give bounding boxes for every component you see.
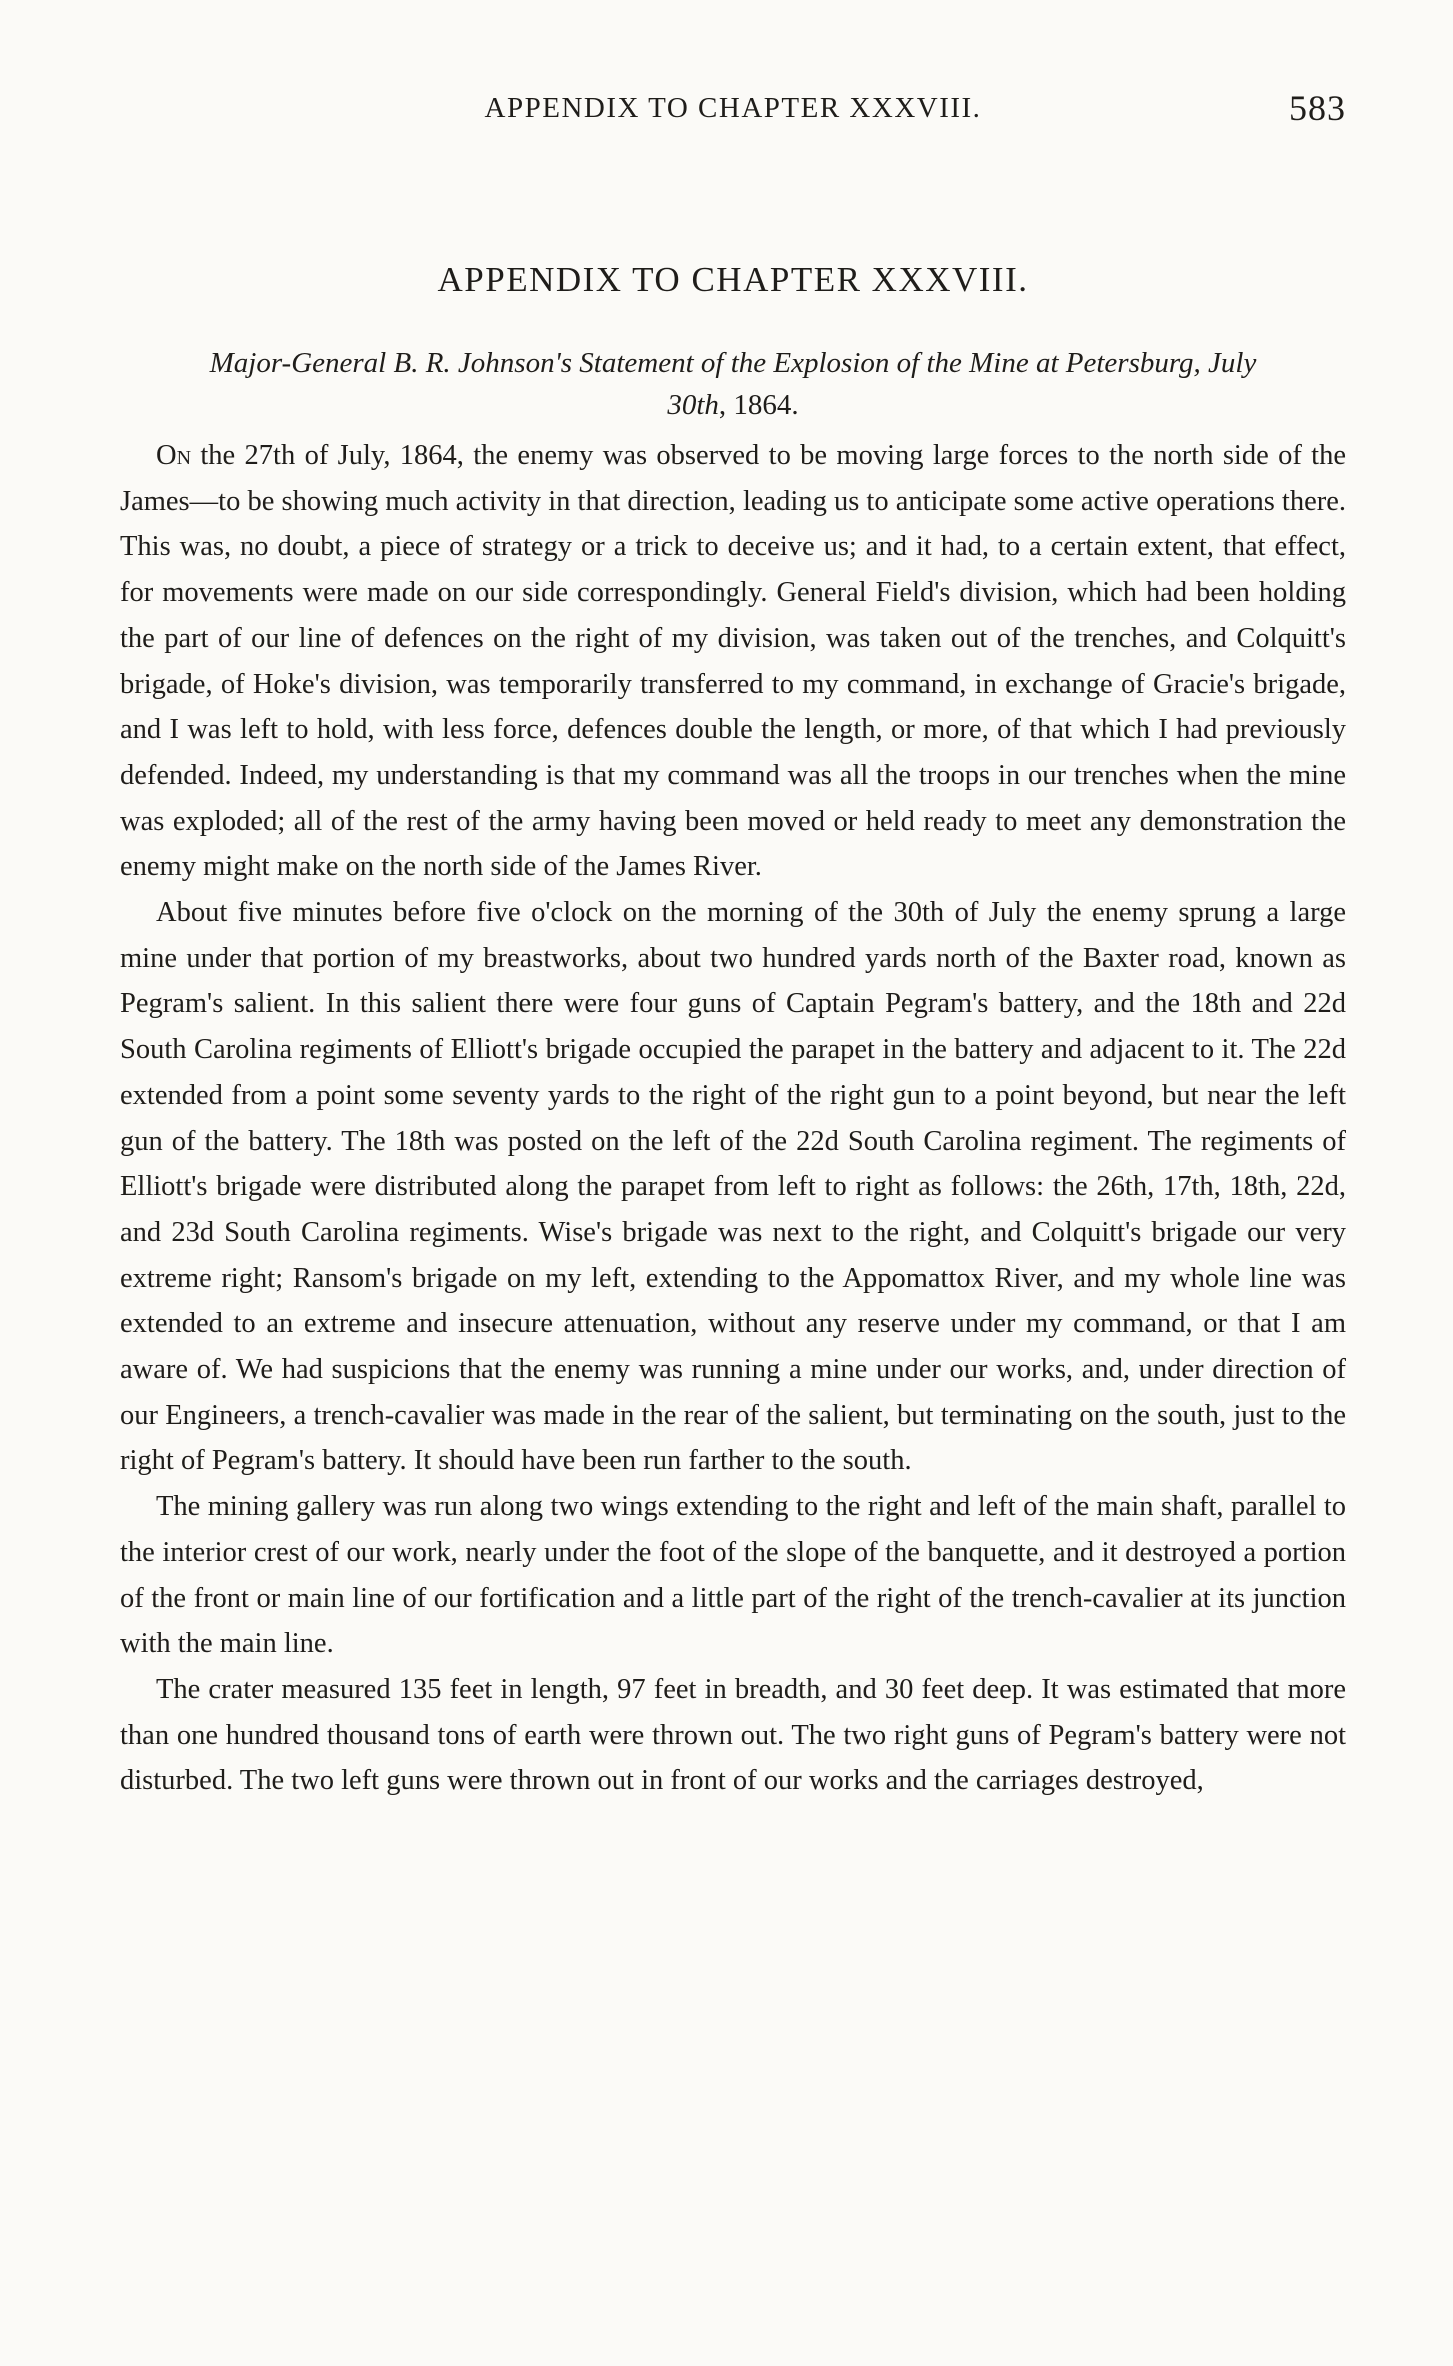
paragraph-text: the 27th of July, 1864, the enemy was observed to be moving large forces to the north side of the James—to be showing much activity in that direction, leading us to anticipate some active operations there. This was, no doubt, a piece of strategy or a trick to deceive us; and it had, to a certain extent, that effect, for movements were made on our side correspondingly. General Field's division, which had been holding the part of our line of defences on the right of my division, was taken out of the trenches, and Colquitt's brigade, of Hoke's division, was temporarily transferred to my command, in exchange of Gracie's brigade, and I was left to hold, with less force, defences double the length, or more, of that which I had previously defended. Indeed, my understanding is that my command was all the troops in our trenches when the mine was exploded; all of the rest of the army having been moved or held ready to meet any demonstration the enemy might make on the north side of the James River. [120, 440, 1346, 883]
paragraph: About five minutes before five o'clock on the morning of the 30th of July the enemy sprung a large mine under that portion of my breastworks, about two hundred yards north of the Baxter road, known as Pegram's salient. In this salient there were four guns of Captain Pegram's battery, and the 18th and 22d South Carolina regiments of Elliott's brigade occupied the parapet in the battery and adjacent to it. The 22d extended from a point some seventy yards to the right of the right gun to a point beyond, but near the left gun of the battery. The 18th was posted on the left of the 22d South Carolina regiment. The regiments of Elliott's brigade were distributed along the parapet from left to right as follows: the 26th, 17th, 18th, 22d, and 23d South Carolina regiments. Wise's brigade was next to the right, and Colquitt's brigade our very extreme right; Ransom's brigade on my left, extending to the Appomattox River, and my whole line was extended to an extreme and insecure attenuation, without any reserve under my command, or that I am aware of. We had suspicions that the enemy was running a mine under our works, and, under direction of our Engineers, a trench-cavalier was made in the rear of the salient, but terminating on the south, just to the right of Pegram's battery. It should have been run farther to the south. [120, 897, 1346, 1477]
subtitle-year: , 1864. [718, 389, 799, 421]
running-header [120, 88, 1346, 132]
appendix-title: APPENDIX TO CHAPTER XXXVIII. [437, 260, 1029, 299]
body-text [120, 433, 1346, 1804]
subtitle-text: Major-General B. R. Johnson's Statement of the Explosion of the Mine at Petersburg, July 30 [209, 347, 1257, 421]
paragraph-lead-word: On [156, 440, 192, 471]
page-number: 583 [1289, 88, 1346, 128]
statement-subtitle [200, 342, 1266, 426]
paragraph: The mining gallery was run along two wings extending to the right and left of the main shaft, parallel to the interior crest of our work, nearly under the foot of the slope of the banquette, and it destroyed a portion of the front or main line of our fortification and a little part of the right of the trench-cavalier at its junction with the main line. [120, 1491, 1346, 1660]
paragraph: The crater measured 135 feet in length, 97 feet in breadth, and 30 feet deep. It was estimated that more than one hundred thousand tons of earth were thrown out. The two right guns of Pegram's battery were not disturbed. The two left guns were thrown out in front of our works and the carriages destroyed, [120, 1673, 1346, 1797]
subtitle-ordinal-suffix: th [696, 389, 719, 421]
paragraph [120, 433, 1346, 890]
running-title: APPENDIX TO CHAPTER XXXVIII. [484, 92, 982, 124]
